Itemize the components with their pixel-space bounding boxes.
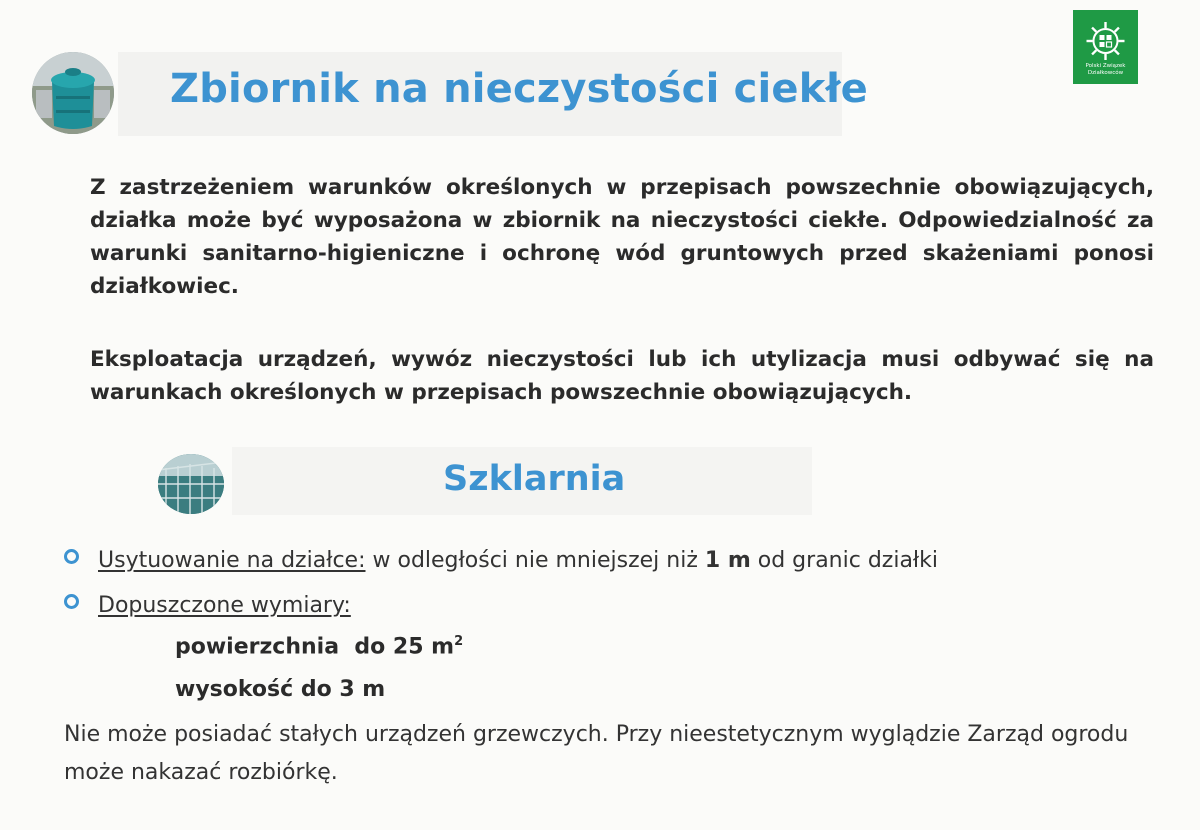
area-exponent: 2: [454, 634, 464, 649]
placement-text-after: od granic działki: [757, 548, 939, 573]
septic-tank-photo: [32, 52, 114, 134]
bullet-circle-icon: [64, 549, 79, 564]
bullet-placement: [64, 548, 938, 573]
paragraph-1: Z zastrzeżeniem warunków określonych w przepisach powszechnie obowiązujących, działka może być wyposażona w zbiornik na nieczystości ciekłe. Odpowiedzialność za warunki sanitarno-higieniczne i ochronę wód gruntowych przed skażeniami ponosi działkowiec.: [90, 175, 1154, 299]
placement-distance: 1 m: [704, 548, 751, 573]
bullet-dimensions: [64, 593, 351, 618]
area-text: powierzchnia do 25 m: [175, 634, 455, 660]
dimensions-label: Dopuszczone wymiary:: [98, 593, 351, 618]
logo-line2: Działkowców: [1087, 69, 1124, 76]
placement-text: w odległości nie mniejszej niż: [372, 548, 698, 573]
placement-label: Usytuowanie na działce:: [98, 548, 366, 573]
greenhouse-photo: [158, 454, 224, 514]
section1-title: Zbiornik na nieczystości ciekłe: [170, 66, 868, 112]
logo-line1: Polski Związek: [1085, 63, 1126, 69]
area-limit: [175, 634, 463, 659]
greenhouse-note: Nie może posiadać stałych urządzeń grzewczych. Przy nieestetycznym wyglądzie Zarząd ogrodu może nakazać rozbiórkę.: [64, 722, 1129, 785]
pzd-logo: [1073, 10, 1138, 84]
section2-title: Szklarnia: [443, 459, 626, 499]
paragraph-2: Eksploatacja urządzeń, wywóz nieczystości lub ich utylizacja musi odbywać się na warunkach określonych w przepisach powszechnie obowiązujących.: [90, 347, 1154, 405]
bullet-circle-icon: [64, 594, 79, 609]
height-limit: wysokość do 3 m: [175, 677, 386, 702]
